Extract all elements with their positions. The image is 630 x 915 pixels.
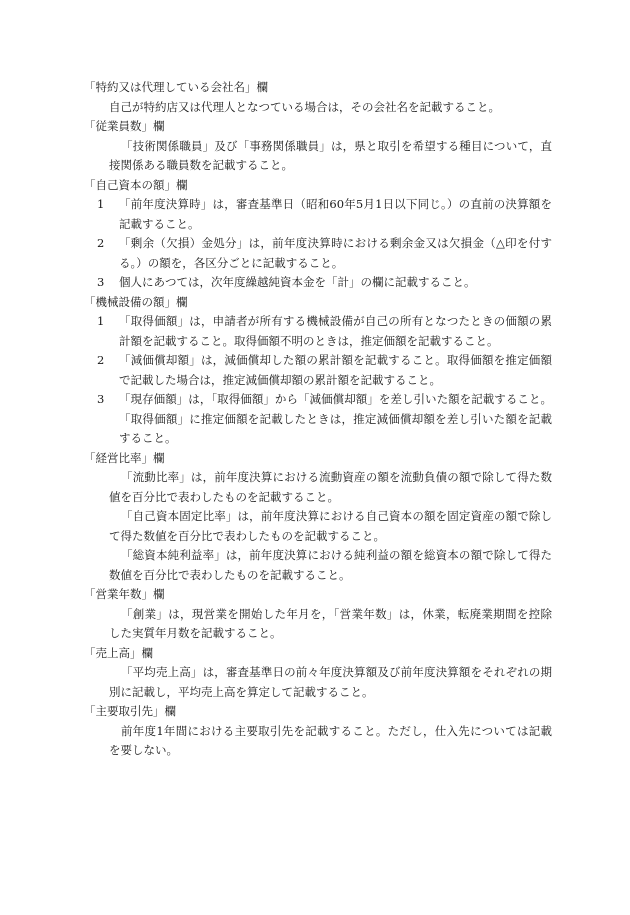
item-number: 2 <box>97 236 105 250</box>
section-heading: 「主要取引先」欄 <box>84 704 176 718</box>
item-text: 「減価償却額」は，減価償却した額の累計額を記載すること。取得価額を推定価額で記載した場合は，推定減価償却額の累計額を記載すること。 <box>119 353 552 387</box>
item-text: 「剰余（欠損）金処分」は，前年度決算時における剰余金又は欠損金（△印を付する。）の額を，各区分ごとに記載すること。 <box>119 236 552 270</box>
item-number: 3 <box>97 392 105 406</box>
section-machinery-equipment <box>0 293 630 449</box>
item-text: 「前年度決算時」は，審査基準日（昭和60年5月1日以下同じ。）の直前の決算額を記載すること。 <box>119 197 552 231</box>
section-paragraph: 「創業」は，現営業を開始した年月を，「営業年数」は，休業，転廃業期間を控除した実質年月数を記載すること。 <box>109 606 552 640</box>
section-sales <box>0 644 630 703</box>
section-heading: 「特約又は代理している会社名」欄 <box>84 80 268 94</box>
section-heading: 「機械設備の額」欄 <box>84 294 188 309</box>
item-text: 個人にあつては，次年度繰越純資本金を「計」の欄に記載すること。 <box>119 275 476 289</box>
section-heading: 「営業年数」欄 <box>84 587 165 601</box>
section-paragraph: 「平均売上高」は，審査基準日の前々年度決算額及び前年度決算額をそれぞれの期別に記載し，平均売上高を算定して記載すること。 <box>109 665 552 699</box>
section-paragraph: 「自己資本固定比率」は，前年度決算における自己資本の額を固定資産の額で除して得た数値を百分比で表わしたものを記載すること。 <box>109 509 552 543</box>
section-paragraph: 「技術関係職員」及び「事務関係職員」は，県と取引を希望する種目について，直接関係ある職員数を記載すること。 <box>109 138 552 172</box>
section-paragraph: 「流動比率」は，前年度決算における流動資産の額を流動負債の額で除して得た数値を百分比で表わしたものを記載すること。 <box>109 470 552 504</box>
section-business-years <box>0 585 630 644</box>
numbered-item <box>97 390 552 449</box>
section-heading: 「従業員数」欄 <box>84 119 165 133</box>
numbered-item <box>97 234 552 273</box>
item-number: 2 <box>97 353 105 367</box>
section-equity-capital <box>0 176 630 293</box>
item-text: 「現存価額」は，「取得価額」から「減価償却額」を差し引いた額を記載すること。「取得価額」に推定価額を記載したときは，推定減価償却額を差し引いた額を記載すること。 <box>119 392 552 445</box>
section-major-clients <box>0 702 630 761</box>
item-number: 3 <box>97 275 105 289</box>
section-heading: 「自己資本の額」欄 <box>84 177 188 192</box>
item-number: 1 <box>97 314 105 328</box>
numbered-item <box>97 195 552 234</box>
section-paragraph: 前年度1年間における主要取引先を記載すること。ただし，仕入先については記載を要しない。 <box>109 723 552 757</box>
section-heading: 「経営比率」欄 <box>84 450 165 465</box>
item-number: 1 <box>97 197 105 211</box>
section-paragraph: 自己が特約店又は代理人となつている場合は，その会社名を記載すること。 <box>109 99 500 114</box>
section-employee-count <box>0 117 630 176</box>
section-agency-company <box>0 78 630 117</box>
section-heading: 「売上高」欄 <box>84 645 153 660</box>
item-text: 「取得価額」は，申請者が所有する機械設備が自己の所有となつたときの価額の累計額を記載すること。取得価額不明のときは，推定価額を記載すること。 <box>119 314 552 348</box>
section-paragraph: 「総資本純利益率」は，前年度決算における純利益の額を総資本の額で除して得た数値を百分比で表わしたものを記載すること。 <box>109 548 552 582</box>
section-management-ratios <box>0 449 630 586</box>
numbered-item <box>97 273 552 293</box>
numbered-item <box>97 351 552 390</box>
numbered-item <box>97 312 552 351</box>
